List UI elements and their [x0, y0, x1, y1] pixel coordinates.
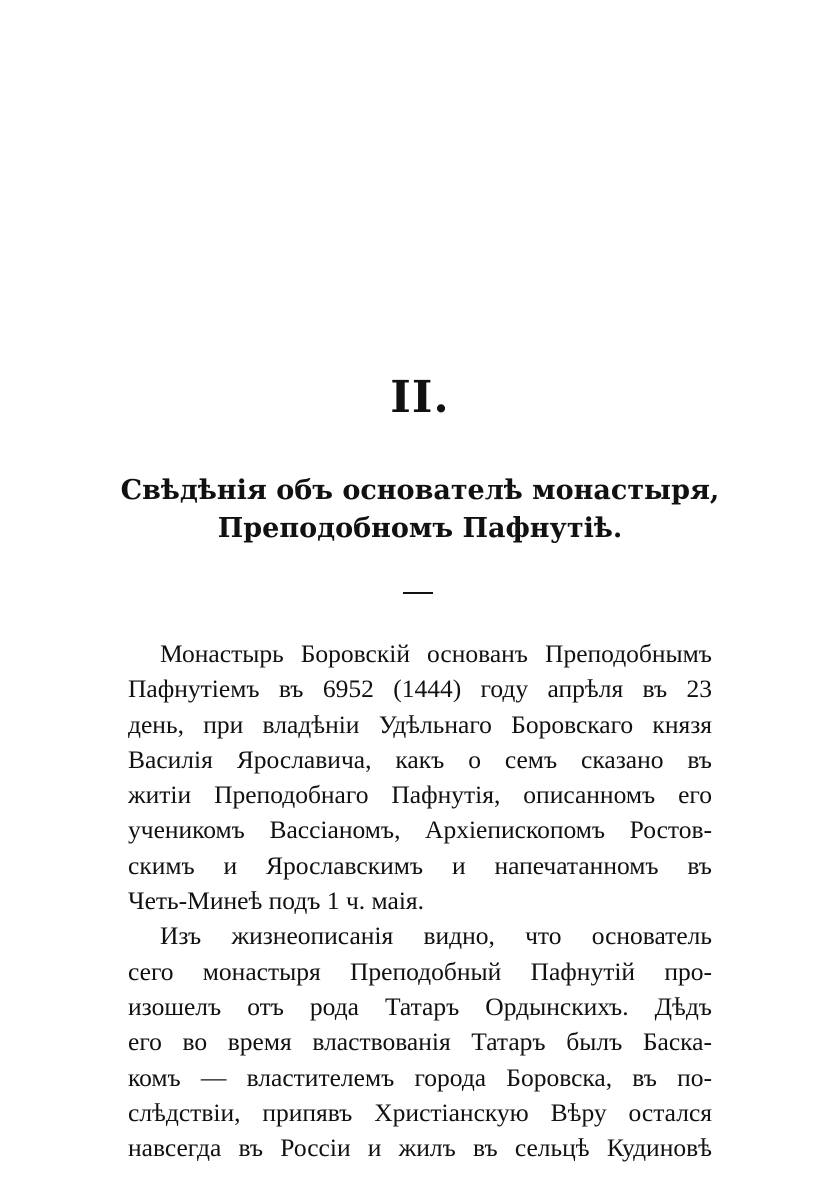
- text-line: Пафнутіемъ въ 6952 (1444) году апрѣля въ 23: [128, 674, 712, 704]
- text-line: изошелъ отъ рода Татаръ Ордынскихъ. Дѣдъ: [128, 991, 712, 1021]
- section-divider: [403, 592, 433, 594]
- text-line: Монастырь Боровскій основанъ Преподобнымъ: [160, 639, 712, 668]
- text-line: Четь-Минеѣ подъ 1 ч. маія.: [128, 886, 425, 916]
- text-line: навсегда въ Россіи и жилъ въ сельцѣ Кудиновѣ: [128, 1133, 712, 1163]
- text-line: житіи Преподобнаго Пафнутія, описанномъ его: [128, 780, 712, 810]
- text-line: слѣдствіи, припявъ Христіанскую Вѣру остался: [128, 1097, 712, 1127]
- text-line: Изъ жизнеописанія видно, что основатель: [160, 921, 712, 951]
- text-line: Василія Ярославича, какъ о семъ сказано въ: [128, 744, 712, 774]
- heading-line: Свѣдѣнія объ основателѣ монастыря,: [120, 475, 720, 506]
- text-line: его во время властвованія Татаръ былъ Баска-: [128, 1027, 712, 1057]
- heading-line: Преподобномъ Пафнутіѣ.: [217, 513, 623, 544]
- chapter-number: II.: [390, 372, 450, 423]
- text-line: комъ — властителемъ города Боровска, въ по-: [128, 1062, 712, 1092]
- section-heading: [0, 472, 840, 548]
- text-line: сего монастыря Преподобный Пафнутій про-: [128, 956, 712, 986]
- body-text: [128, 636, 712, 1165]
- text-line: скимъ и Ярославскимъ и напечатанномъ въ: [128, 850, 712, 880]
- text-line: ученикомъ Вассіаномъ, Архіепископомъ Ростов-: [128, 815, 712, 845]
- text-line: день, при владѣніи Удѣльнаго Боровскаго князя: [128, 709, 712, 739]
